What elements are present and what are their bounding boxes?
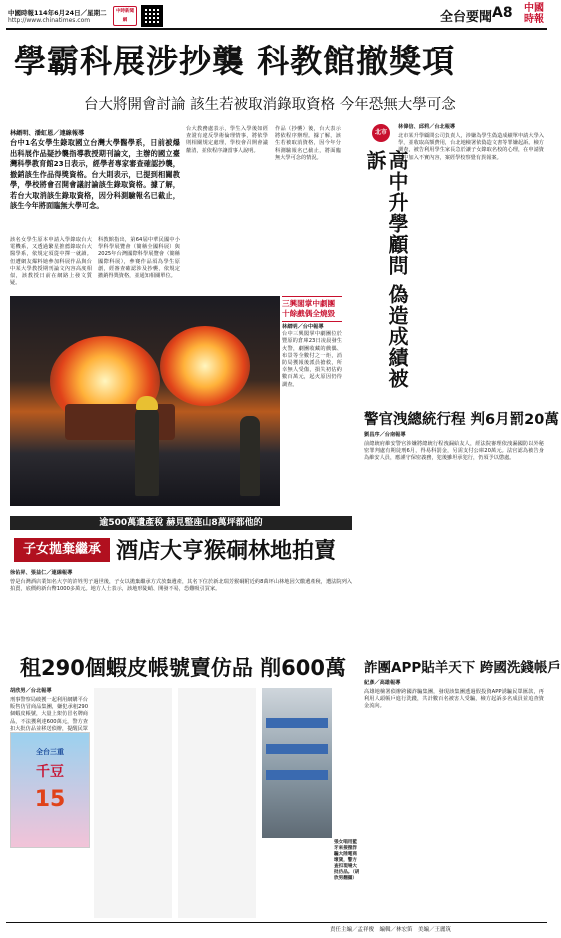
section-title: 全台要聞 xyxy=(440,10,493,25)
photo-overlay-body: 台中三興閣掌中劇團位於豐原的倉庫23日凌晨發生火警，劇團收藏的戲偶、布景等全數付之一炬，消防局獲報後派員搶救，所幸無人受傷，損失初估約數百萬元，起火原因仍待調查。 xyxy=(282,331,342,388)
app-story-headline: 詐團APP貼羊天下 跨國洗錢帳戶 xyxy=(364,660,561,676)
firefighter-figure xyxy=(240,416,260,496)
page-number: A8 xyxy=(492,5,513,21)
region-badge-label: 北市 xyxy=(374,129,387,136)
main-body-col3: 台大教務處表示，學生入學後如經查證有違反學術倫理情事，將依學則相關規定處理，學校會召開會議釐清，並依程序讓當事人說明。 xyxy=(186,126,268,154)
fire-scene-photo xyxy=(10,296,280,506)
main-body-col4: 作品（抄襲）後，台大表示將依程序辦理。據了解，該生若被取消資格，因今年分科測驗報名已截止，將面臨無大學可念的情況。 xyxy=(275,126,341,161)
main-byline: 林縉明、潘虹恩／連線報導 xyxy=(10,130,85,137)
ad-line-2: 千豆 xyxy=(36,764,64,780)
photo-overlay-headline: 三興閣掌中劇團 十餘戲偶全燒毀 xyxy=(282,296,342,322)
third-story-byline: 胡欣男／台北報導 xyxy=(10,688,52,694)
shelf-shape xyxy=(266,744,328,754)
warehouse-photo xyxy=(262,688,332,838)
app-story-byline: 紀彥／高雄報導 xyxy=(364,680,401,686)
fire-flame-shape xyxy=(160,326,250,406)
side-story-body: 北市某升學顧問公司負責人，涉嫌為學生偽造成績單申請大學入學，並收取高額費用，台北地檢署依偽造文書等罪嫌起訴。檢方調查，被告利用學生家長急於讓子女錄取名校的心理，在申請資料中加入不實內容，案經學校察覺有異報案。 xyxy=(398,133,544,161)
mid-story-byline: 劉昌序／台南報導 xyxy=(364,432,406,438)
banner-strip-text: 逾500萬遺產稅 赫見整座山8萬坪都他的 xyxy=(99,518,263,528)
firefighter-figure xyxy=(135,406,159,496)
region-badge xyxy=(372,124,390,142)
footer-divider xyxy=(6,922,547,923)
main-body-col2: 科教館指出，第64屆中華民國中小學科學展覽會（簡稱全國科展）與2025年台灣國際科學展覽會（簡稱國際科展），參賽作品須為學生原創，經審查確認涉及抄襲，依規定撤銷得獎資格，並通知相關單位。 xyxy=(98,237,180,280)
shopping-ad-image xyxy=(10,732,90,848)
masthead-logo-text: 中國時報 xyxy=(524,3,544,25)
mid-story-headline: 警官洩總統行程 判6月罰20萬 xyxy=(364,412,559,428)
ad-line-3: 15 xyxy=(34,787,66,812)
masthead-logo xyxy=(520,3,548,27)
second-story-body: 曾是台灣酒店業知名大亨的許姓男子過世後，子女以拋棄繼承方式放棄遺產，其名下位於新北瑞芳猴硐附近約8萬坪山林地因欠繳遺產稅，遭法院列入拍賣，底價約新台幣1000多萬元。地方人士表示，該地形陡峭、開發不易，恐難吸引買家。 xyxy=(10,579,352,593)
side-story-byline: 林偉信、邱莉／台北報導 xyxy=(398,124,456,130)
header-divider xyxy=(6,28,547,30)
third-story-col3 xyxy=(178,688,256,918)
main-headline: 學霸科展涉抄襲 科教館撤獎項 xyxy=(14,42,456,80)
main-lead-paragraph: 台中1名女學生錄取國立台灣大學醫學系，日前被爆出科展作品疑抄襲指導教授期刊論文，主辦的國立臺灣科學教育館23日表示，經學者專家審查確認抄襲，撤銷該生作品得獎資格。台大則表示，已提到相關教學，學校將會召開會議討論該生錄取資格。據了解，若台大取消該生錄取資格，因分科測驗報名已截止，該生今年將面臨無大學可念。 xyxy=(10,138,180,210)
paper-date-line: 中國時報114年6月24日／星期二 xyxy=(8,9,107,17)
banner-strip xyxy=(10,516,352,530)
footer-editors: 責任主編／孟祥俊 編輯／林宏笛 美編／王麗筑 xyxy=(330,927,452,933)
mid-story-body: 前總統府維安警官涉嫌將總統行程洩漏給友人，經法院審理依洩漏國防以外秘密罪判處有期徒刑6月，得易科罰金，另需支付公庫20萬元。法官認為被告身為維安人員，應謹守保密義務，犯後雖坦承犯行，仍須予以懲處。 xyxy=(364,441,544,462)
warehouse-photo-caption: 張女唱用藍牙來接撥詐騙大陸電商壞貨，警方查扣現場大批仿品。（胡欣男翻攝） xyxy=(334,840,360,881)
shelf-shape xyxy=(266,718,328,728)
main-subheadline: 台大將開會討論 該生若被取消錄取資格 今年恐無大學可念 xyxy=(84,97,456,113)
chinatimes-news-logo xyxy=(113,6,137,26)
shelf-shape xyxy=(266,770,328,780)
second-story-headline: 酒店大亨猴硐林地拍賣 xyxy=(116,539,337,564)
qr-code-icon[interactable] xyxy=(141,5,163,27)
third-story-col2 xyxy=(94,688,172,918)
side-story-title: 高中升學顧問 偽造成績被訴 xyxy=(363,150,409,389)
photo-overlay-box xyxy=(282,296,342,506)
app-story-body: 高雄地檢署偵辦跨國詐騙集團，發現該集團透過假投資APP誘騙民眾匯款，再利用人頭帳戶進行洗錢，共計數百名被害人受騙，檢方起訴多名成員並追查資金流向。 xyxy=(364,689,544,710)
photo-overlay-byline: 林縉明／台中報導 xyxy=(282,324,324,330)
ad-line-1: 全台三重 xyxy=(36,748,64,756)
third-story-headline: 租290個蝦皮帳號賣仿品 削600萬 xyxy=(20,656,346,680)
chinatimes-news-logo-text: 中時新聞網 xyxy=(116,9,134,23)
second-story-byline: 徐佑昇、張益仁／連線報導 xyxy=(10,570,73,576)
second-story-badge: 子女拋棄繼承 xyxy=(14,538,110,562)
website-url[interactable]: http://www.chinatimes.com xyxy=(8,17,91,24)
main-body-col1: 該名女學生原本申請入學錄取台大電機系，又透過繁星推薦錄取台大醫學系，依規定須從中擇一就讀。但遭網友爆料她參加科展作品與台中某大學教授期刊論文內容高度相似，該教授日前在網路上發文質疑。 xyxy=(10,237,92,287)
third-story-body: 刑事警察局破獲一起利用網購平台販售仿冒商品集團，嫌犯承租290個蝦皮帳號，大量上架仿冒名牌商品，不法獲利達600萬元，警方查扣大批仿品並移送偵辦，提醒民眾 xyxy=(10,697,88,732)
firefighter-helmet xyxy=(136,396,158,410)
